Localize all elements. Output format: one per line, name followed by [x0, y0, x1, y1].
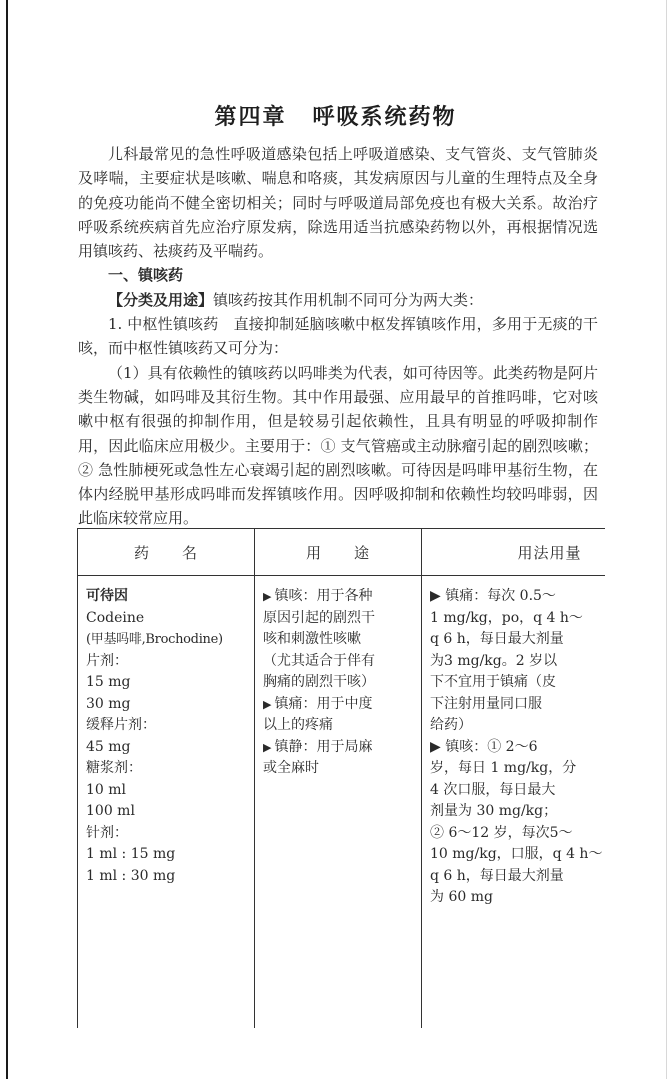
dosage-form: 针剂：	[86, 824, 128, 841]
classification-text: 镇咳药按其作用机制不同可分为两大类：	[213, 290, 484, 309]
dosage-line: q 6 h，每日最大剂量	[430, 867, 564, 884]
dosage-line: 下注射用量同口服	[430, 695, 542, 712]
dosage-strength: 1 ml : 30 mg	[86, 867, 176, 884]
dosage-form: 片剂：	[86, 652, 128, 669]
dependency-paragraph: （1）具有依赖性的镇咳药以吗啡类为代表，如可待因等。此类药物是阿片类生物碱，如吗啡及其衍生物。其中作用最强、应用最早的首推吗啡，它对咳嗽中枢有很强的抑制作用，但是较易引起依赖性，且具有明显的呼吸抑制作用，因此临床应用极少。主要用于：① 支气管癌或主动脉瘤引起的剧烈咳嗽；② 急性肺梗死或急性左心衰竭引起的剧烈咳嗽。可待因是吗啡甲基衍生物，在体内经脱甲基形成吗啡而发挥镇咳作用。因呼吸抑制和依赖性均较吗啡弱，因此临床较常应用。	[78, 363, 598, 528]
dosage-strength: 45 mg	[86, 738, 131, 755]
usage-line: 以上的疼痛	[263, 717, 333, 733]
intro-paragraph: 儿科最常见的急性呼吸道感染包括上呼吸道感染、支气管炎、支气管肺炎及哮喘，主要症状是咳嗽、喘息和咯痰，其发病原因与儿童的生理特点及全身的免疫功能尚不健全密切相关；同时与呼吸道局部免疫也有极大关系。故治疗呼吸系统疾病首先应治疗原发病，除选用适当抗感染药物以外，再根据情况选用镇咳药、祛痰药及平喘药。	[78, 145, 598, 261]
dosage-line: 为3 mg/kg。2 岁以	[430, 652, 558, 669]
classification-label: 【分类及用途】	[108, 290, 214, 309]
dosage-line: 剂量为 30 mg/kg；	[430, 803, 558, 819]
usage-cell	[255, 576, 422, 1029]
usage-line: ▶ 镇静：用于局麻	[263, 738, 373, 755]
dosage-line: 为 60 mg	[430, 889, 493, 905]
table-header-row	[78, 529, 606, 576]
usage-line: ▶ 镇咳：用于各种	[263, 588, 373, 604]
central-cough-paragraph: 1. 中枢性镇咳药 直接抑制延脑咳嗽中枢发挥镇咳作用，多用于无痰的干咳，而中枢性镇咳药又可分为：	[78, 315, 598, 358]
dosage-line: ② 6～12 岁，每次5～	[430, 824, 573, 841]
dosage-strength: 1 ml : 15 mg	[86, 846, 176, 862]
chapter-name: 呼吸系统药物	[312, 105, 457, 130]
usage-line: （尤其适合于伴有	[263, 652, 375, 669]
usage-line: 胸痛的剧烈干咳）	[263, 674, 375, 690]
dosage-strength: 15 mg	[86, 674, 131, 690]
drug-name: 可待因	[86, 588, 128, 604]
dosage-line: 给药）	[430, 717, 472, 733]
dosage-form: 糖浆剂：	[86, 760, 142, 776]
section-heading: 一、镇咳药	[108, 266, 184, 285]
drug-name-cell	[78, 576, 255, 1029]
header-drug-name: 药 名	[78, 529, 255, 576]
dosage-line: 岁，每日 1 mg/kg，分	[430, 760, 577, 776]
body-text	[78, 142, 598, 531]
classification-paragraph	[78, 288, 598, 312]
dosage-line: 1 mg/kg，po，q 4 h～	[430, 609, 583, 626]
dosage-strength: 10 ml	[86, 781, 127, 798]
dosage-line: q 6 h，每日最大剂量	[430, 631, 564, 647]
dosage-line: 下不宜用于镇痛（皮	[430, 674, 556, 690]
chapter-number: 第四章	[214, 105, 287, 130]
chapter-title	[0, 100, 671, 131]
dosage-line: 10 mg/kg，口服，q 4 h～	[430, 846, 603, 862]
triangle-marker-icon: ▶	[263, 697, 272, 711]
dosage-cell	[422, 576, 606, 1029]
triangle-marker-icon: ▶	[263, 740, 272, 754]
usage-line: 或全麻时	[263, 760, 319, 776]
dosage-line: ▶ 镇咳：① 2～6	[430, 738, 538, 755]
dosage-strength: 100 ml	[86, 803, 135, 819]
triangle-marker-icon: ▶	[263, 590, 272, 603]
page-edge-left	[6, 0, 8, 1079]
dosage-strength: 30 mg	[86, 695, 131, 712]
table-row	[78, 576, 606, 1029]
drug-alias: (甲基吗啡,Brochodine)	[86, 632, 223, 647]
drug-table-wrapper	[77, 528, 605, 1028]
dosage-line: ▶ 镇痛：每次 0.5～	[430, 588, 556, 604]
header-usage: 用 途	[255, 529, 422, 576]
drug-table	[77, 528, 605, 1028]
usage-line: 咳和刺激性咳嗽	[263, 631, 361, 647]
usage-line: ▶ 镇痛：用于中度	[263, 695, 373, 712]
header-dosage: 用法用量	[422, 529, 606, 576]
drug-english-name: Codeine	[86, 609, 145, 626]
usage-line: 原因引起的剧烈干	[263, 609, 375, 626]
page-edge-right	[666, 0, 667, 1079]
dosage-form: 缓释片剂：	[86, 717, 156, 733]
dosage-line: 4 次口服，每日最大	[430, 781, 556, 798]
